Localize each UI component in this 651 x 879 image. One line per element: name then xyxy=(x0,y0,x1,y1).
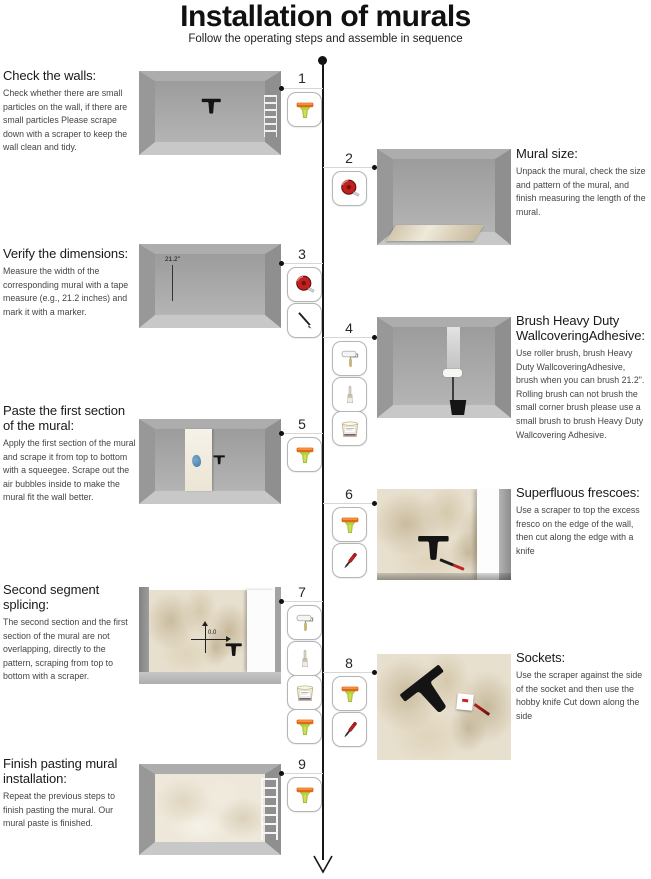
step-9-number: 9 xyxy=(298,756,306,772)
mural-sockets xyxy=(377,654,511,760)
ladder xyxy=(261,778,278,840)
step-5-title: Paste the first section of the mural: xyxy=(3,403,125,433)
wall-squeegee-icon xyxy=(225,643,242,657)
bare-wall-edge xyxy=(477,489,499,580)
origin-label: 0.0 xyxy=(208,630,217,636)
paste-bucket-icon xyxy=(287,675,322,710)
alignment-axis-v xyxy=(205,623,206,653)
step-5-connector xyxy=(281,433,323,434)
room-check-walls xyxy=(139,71,281,155)
floor-shadow xyxy=(377,573,511,580)
dimension-label: 21.2" xyxy=(165,256,180,263)
step-3-body: Measure the width of the corresponding mural with a tape measure (e.g., 21.2 inches) and mark it with a marker. xyxy=(3,265,129,317)
small-brush-icon xyxy=(332,377,367,412)
roller-icon xyxy=(287,605,322,640)
room-verify-dimensions xyxy=(139,244,281,328)
step-1-number: 1 xyxy=(298,70,306,86)
room-second-segment xyxy=(139,587,281,684)
step-5-number: 5 xyxy=(298,416,306,432)
step-6-connector xyxy=(323,503,375,504)
step-1-title: Check the walls: xyxy=(3,68,97,83)
step-4-text xyxy=(516,314,649,442)
squeegee-icon xyxy=(332,676,367,711)
wall-corner xyxy=(139,587,149,684)
squeegee-icon xyxy=(287,92,322,127)
axis-arrow-right xyxy=(226,636,234,642)
drying-rack xyxy=(264,95,277,137)
small-brush-icon xyxy=(287,641,322,676)
step-4-number: 4 xyxy=(345,320,353,336)
step-6-title: Superfluous frescoes: xyxy=(516,485,640,500)
step-3-number: 3 xyxy=(298,246,306,262)
step-9-title: Finish pasting mural installation: xyxy=(3,756,118,786)
finished-mural-wall xyxy=(155,774,265,842)
adhesive-bucket xyxy=(449,400,467,415)
step-2-number: 2 xyxy=(345,150,353,166)
step-4-connector xyxy=(323,337,375,338)
mural-surface xyxy=(149,590,247,672)
knife-icon xyxy=(332,712,367,747)
page-subtitle: Follow the operating steps and assemble in sequence xyxy=(188,33,463,45)
roller-on-wall xyxy=(443,369,462,377)
step-7-number: 7 xyxy=(298,584,306,600)
step-3-title: Verify the dimensions: xyxy=(3,246,128,261)
step-5-text xyxy=(3,404,136,505)
wall-squeegee-icon xyxy=(417,535,449,562)
mural-excess-fresco xyxy=(377,489,511,580)
marker-icon xyxy=(287,303,322,338)
mural-roll xyxy=(386,225,484,241)
knife-icon xyxy=(332,543,367,578)
paste-bucket-icon xyxy=(332,411,367,446)
step-9-body: Repeat the previous steps to finish pasting the mural. Our mural paste is finished. xyxy=(3,790,115,829)
room-mural-size xyxy=(377,149,511,245)
dimension-line xyxy=(172,265,173,301)
wall-socket xyxy=(456,693,474,711)
squeegee-icon xyxy=(287,777,322,812)
timeline-arrow-icon xyxy=(312,852,334,876)
step-4-body: Use roller brush, brush Heavy Duty WallcoveringAdhesive, brush when you can brush 21.2". Rolling brush can not brush the small corner brush please use a small brush to brush Heavy Duty Wallcovering Adhesive. xyxy=(516,347,645,440)
roller-handle xyxy=(452,377,454,403)
step-8-connector xyxy=(323,672,375,673)
bare-wall-strip xyxy=(247,590,275,672)
room-first-section xyxy=(139,419,281,504)
wall-squeegee-icon xyxy=(213,455,225,465)
step-1-body: Check whether there are small particles on the wall, if there are small particles Please scrape down with a scraper to keep the wall clean and tidy. xyxy=(3,87,128,153)
step-7-text xyxy=(3,583,136,684)
room-walls xyxy=(377,317,511,418)
room-finished xyxy=(139,764,281,855)
step-6-body: Use a scraper to top the excess fresco on the edge of the wall, then cut along the edge with a knife xyxy=(516,504,640,556)
step-2-title: Mural size: xyxy=(516,146,578,161)
squeegee-icon xyxy=(287,709,322,744)
step-9-text xyxy=(3,757,136,831)
step-7-connector xyxy=(281,601,323,602)
step-7-title: Second segment splicing: xyxy=(3,582,100,612)
step-1-text xyxy=(3,69,136,155)
step-5-body: Apply the first section of the mural and scrape it from top to bottom with a squeegee. Scrape out the air bubbles inside to make the mural fit the wall better. xyxy=(3,437,136,503)
step-8-body: Use the scraper against the side of the socket and then use the hobby knife Cut down along the side xyxy=(516,669,643,721)
squeegee-icon xyxy=(332,507,367,542)
step-6-text xyxy=(516,486,649,558)
step-1-connector xyxy=(281,88,323,89)
step-8-text xyxy=(516,651,649,723)
step-2-text xyxy=(516,147,648,219)
roller-icon xyxy=(332,341,367,376)
page-title: Installation of murals xyxy=(180,0,471,33)
alignment-axis-h xyxy=(191,639,227,640)
step-2-connector xyxy=(323,167,375,168)
tape-measure-icon xyxy=(287,267,322,302)
step-8-title: Sockets: xyxy=(516,650,566,665)
wall-squeegee-icon xyxy=(201,98,221,115)
step-6-number: 6 xyxy=(345,486,353,502)
timeline-axis xyxy=(322,60,324,860)
step-2-body: Unpack the mural, check the size and pattern of the mural, and finish measuring the length of the mural. xyxy=(516,165,646,217)
floor xyxy=(139,672,281,684)
wall-squeegee-icon xyxy=(397,663,465,730)
step-4-title: Brush Heavy Duty WallcoveringAdhesive: xyxy=(516,313,645,343)
step-7-body: The second section and the first section of the mural are not overlapping, directly to the pattern, scraping from top to bottom with a scraper. xyxy=(3,616,128,682)
step-3-connector xyxy=(281,263,323,264)
adhesive-streak xyxy=(447,327,460,371)
axis-arrow-up xyxy=(202,618,208,626)
wall-corner xyxy=(499,489,511,580)
tape-measure-icon xyxy=(332,171,367,206)
wall-knife-icon xyxy=(474,703,490,715)
room-walls xyxy=(139,244,281,328)
room-adhesive xyxy=(377,317,511,418)
step-9-connector xyxy=(281,773,323,774)
wall-knife-icon xyxy=(439,558,464,571)
step-3-text xyxy=(3,247,136,319)
step-8-number: 8 xyxy=(345,655,353,671)
squeegee-icon xyxy=(287,437,322,472)
